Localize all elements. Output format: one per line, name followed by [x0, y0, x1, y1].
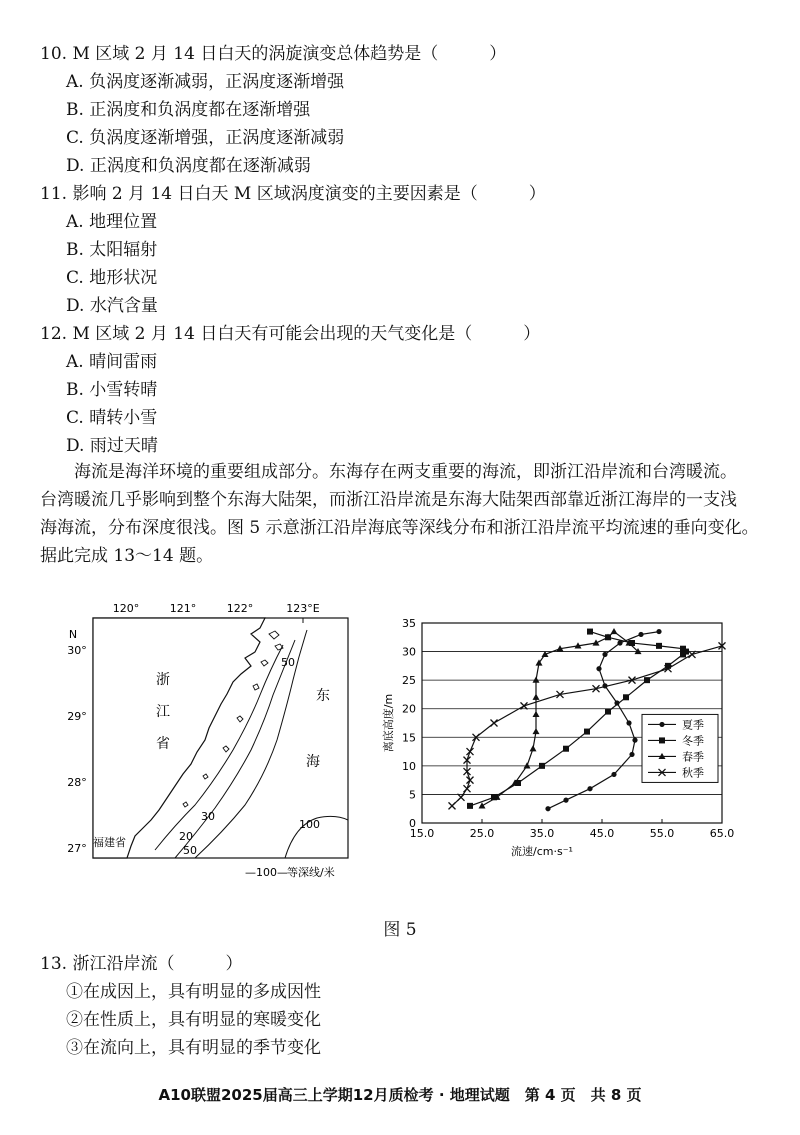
zhejiang-label: 浙 — [156, 672, 170, 688]
data-point — [521, 702, 528, 709]
question-10-option-b: B. 正涡度和负涡度都在逐渐增强 — [66, 100, 311, 120]
question-13-item-3: ③在流向上，具有明显的季节变化 — [66, 1038, 321, 1058]
data-point — [587, 629, 593, 635]
data-point — [563, 798, 568, 803]
map-north-label: N — [68, 628, 78, 641]
passage — [40, 458, 770, 570]
data-point — [626, 720, 631, 725]
data-point — [605, 709, 611, 715]
legend-label: 冬季 — [682, 734, 704, 748]
east-sea-label: 海 — [306, 754, 320, 770]
y-tick-label: 0 — [409, 817, 416, 830]
data-point — [539, 763, 545, 769]
map-legend-text: 等深线/米 — [287, 866, 335, 879]
legend-label: 秋季 — [682, 766, 704, 780]
figure-label: 图 5 — [383, 920, 417, 940]
question-11-option-a: A. 地理位置 — [66, 212, 158, 232]
contour-label: 50 — [281, 656, 295, 669]
zhejiang-label: 江 — [156, 704, 170, 720]
east-sea-label: 东 — [316, 688, 330, 704]
question-12-option-a: A. 晴间雷雨 — [66, 352, 158, 372]
data-point — [467, 777, 474, 784]
data-point — [563, 746, 569, 752]
data-point — [533, 677, 540, 683]
series-line — [482, 632, 638, 806]
question-11-option-c: C. 地形状况 — [66, 268, 158, 288]
passage-line-3: 海海流，分布深度很浅。图 5 示意浙江沿岸海底等深线分布和浙江沿岸流平均流速的垂向变化。 — [40, 518, 759, 538]
passage-line-2: 台湾暖流几乎影响到整个东海大陆架，而浙江沿岸流是东海大陆架西部靠近浙江海岸的一支浅 — [40, 490, 737, 510]
y-tick-label: 10 — [402, 759, 416, 773]
y-tick-label: 15 — [402, 731, 416, 745]
y-tick-label: 35 — [402, 617, 416, 630]
data-point — [479, 802, 486, 808]
map-legend-line: —100— — [245, 866, 288, 879]
legend-marker — [659, 737, 665, 743]
fujian-label: 福建省 — [93, 836, 126, 849]
question-12-stem: 12. M 区域 2 月 14 日白天有可能会出现的天气变化是（ ） — [40, 324, 541, 344]
map-lon-label: 123°E — [286, 602, 320, 615]
contour-label: 100 — [299, 818, 320, 831]
question-11-option-d: D. 水汽含量 — [66, 296, 158, 316]
map-lat-label: 27° — [67, 842, 87, 855]
map-lon-label: 122° — [226, 602, 254, 615]
question-12-option-d: D. 雨过天晴 — [66, 436, 158, 456]
question-13-stem: 13. 浙江沿岸流（ ） — [40, 954, 243, 974]
data-point — [464, 785, 471, 792]
y-axis-label: 离底高度/m — [382, 693, 395, 753]
map-lon-label: 121° — [169, 602, 197, 615]
data-point — [638, 632, 643, 637]
question-12-option-c: C. 晴转小雪 — [66, 408, 158, 428]
x-tick-label: 55.0 — [649, 827, 675, 840]
data-point — [656, 643, 662, 649]
data-point — [611, 772, 616, 777]
legend-label: 夏季 — [682, 718, 704, 732]
question-13-item-1: ①在成因上，具有明显的多成因性 — [66, 982, 321, 1002]
data-point — [596, 666, 601, 671]
data-point — [587, 786, 592, 791]
map-lat-label: 28° — [67, 776, 87, 789]
x-tick-label: 35.0 — [529, 827, 555, 840]
contour-label: 20 — [179, 830, 193, 843]
data-point — [632, 738, 637, 743]
map-lon-label: 120° — [112, 602, 140, 615]
contour-label: 50 — [183, 844, 197, 857]
question-11-stem: 11. 影响 2 月 14 日白天 M 区域涡度演变的主要因素是（ ） — [40, 184, 546, 204]
data-point — [533, 728, 540, 734]
x-tick-label: 45.0 — [589, 827, 615, 840]
map-lat-label: 30° — [67, 644, 87, 657]
question-13-item-2: ②在性质上，具有明显的寒暖变化 — [66, 1010, 321, 1030]
data-point — [467, 803, 473, 809]
data-point — [680, 646, 686, 652]
data-point — [491, 720, 498, 727]
data-point — [533, 711, 540, 717]
data-point — [545, 806, 550, 811]
question-10-stem: 10. M 区域 2 月 14 日白天的涡旋演变总体趋势是（ ） — [40, 44, 507, 64]
x-tick-label: 65.0 — [709, 827, 735, 840]
current-speed-chart — [380, 615, 760, 865]
question-10-option-d: D. 正涡度和负涡度都在逐渐减弱 — [66, 156, 311, 176]
data-point — [629, 752, 634, 757]
data-point — [656, 629, 661, 634]
data-point — [623, 694, 629, 700]
passage-line-4: 据此完成 13～14 题。 — [40, 546, 214, 566]
data-point — [584, 729, 590, 735]
data-point — [530, 745, 537, 751]
legend-marker — [659, 722, 664, 727]
map-lat-label: 29° — [67, 710, 87, 723]
data-point — [611, 628, 618, 634]
x-axis-label: 流速/cm·s⁻¹ — [511, 845, 573, 858]
zhejiang-label: 省 — [156, 736, 170, 752]
data-point — [689, 651, 696, 658]
question-10-option-c: C. 负涡度逐渐增强，正涡度逐渐减弱 — [66, 128, 345, 148]
data-point — [602, 652, 607, 657]
passage-line-1: 海流是海洋环境的重要组成部分。东海存在两支重要的海流，即浙江沿岸流和台湾暖流。 — [40, 462, 737, 482]
depth-contour-map — [55, 600, 370, 880]
data-point — [458, 794, 465, 801]
question-10-option-a: A. 负涡度逐渐减弱，正涡度逐渐增强 — [66, 72, 345, 92]
y-tick-label: 5 — [409, 788, 416, 802]
data-point — [449, 802, 456, 809]
data-point — [524, 762, 531, 768]
x-tick-label: 15.0 — [409, 827, 435, 840]
data-point — [533, 694, 540, 700]
question-11-option-b: B. 太阳辐射 — [66, 240, 158, 260]
page-footer: A10联盟2025届高三上学期12月质检考 · 地理试题 第 4 页 共 8 页 — [158, 1086, 642, 1104]
contour-label: 30 — [201, 810, 215, 823]
y-tick-label: 30 — [402, 645, 416, 659]
legend-label: 春季 — [682, 750, 704, 764]
data-point — [644, 677, 650, 683]
x-tick-label: 25.0 — [469, 827, 495, 840]
data-point — [467, 748, 474, 755]
question-12-option-b: B. 小雪转晴 — [66, 380, 158, 400]
y-tick-label: 20 — [402, 702, 416, 716]
y-tick-label: 25 — [402, 674, 416, 688]
